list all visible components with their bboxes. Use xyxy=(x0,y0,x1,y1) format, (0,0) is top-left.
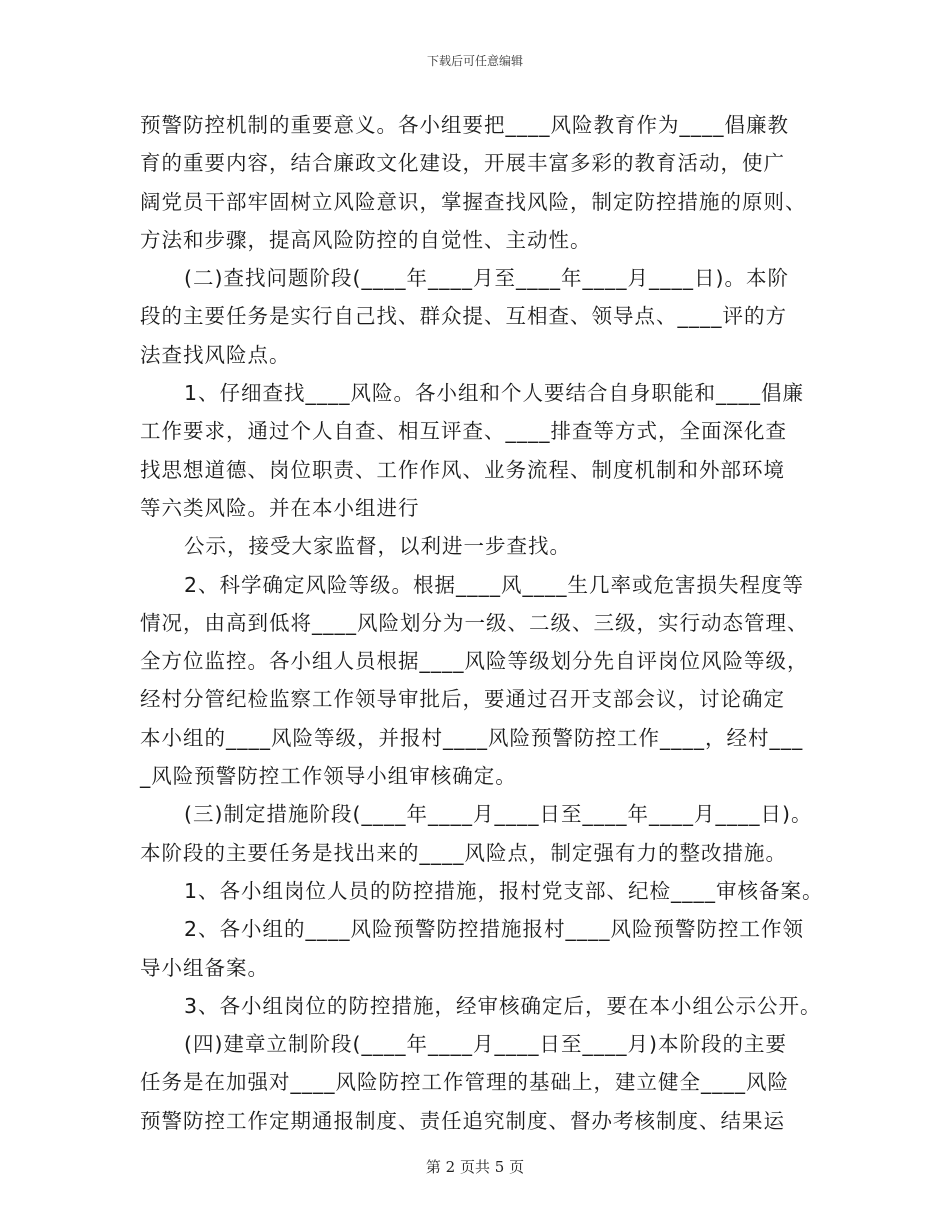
text-line: 3、各小组岗位的防控措施，经审核确定后，要在本小组公示公开。 xyxy=(184,993,822,1018)
text-line: 预警防控工作定期通报制度、责任追究制度、督办考核制度、结果运 xyxy=(140,1108,785,1133)
text-line: 2、科学确定风险等级。根据____风____生几率或危害损失程度等 xyxy=(184,572,805,597)
text-line: 全方位监控。各小组人员根据____风险等级划分先自评岗位风险等级， xyxy=(140,649,809,674)
text-line: (二)查找问题阶段(____年____月至____年____月____日)。本阶 xyxy=(184,266,789,291)
text-line: 预警防控机制的重要意义。各小组要把____风险教育作为____倡廉教 xyxy=(140,113,789,137)
text-line: 公示，接受大家监督，以利进一步查找。 xyxy=(184,534,571,559)
text-line: 导小组备案。 xyxy=(140,955,269,980)
text-line: (三)制定措施阶段(____年____月____日至____年____月____日)。 xyxy=(184,802,813,827)
text-line: 1、仔细查找____风险。各小组和个人要结合自身职能和____倡廉 xyxy=(184,381,805,406)
text-line: 情况，由高到低将____风险划分为一级、二级、三级，实行动态管理、 xyxy=(140,610,809,635)
text-line: 段的主要任务是实行自己找、群众提、互相查、领导点、____评的方 xyxy=(140,304,787,329)
text-line: 法查找风险点。 xyxy=(140,342,291,367)
text-line: 本阶段的主要任务是找出来的____风险点，制定强有力的整改措施。 xyxy=(140,840,787,865)
text-line: (四)建章立制阶段(____年____月____日至____月)本阶段的主要 xyxy=(184,1032,787,1057)
text-line: 阔党员干部牢固树立风险意识，掌握查找风险，制定防控措施的原则、 xyxy=(140,189,807,214)
text-line: 工作要求，通过个人自查、相互评查、____排查等方式，全面深化查 xyxy=(140,419,787,444)
document-body xyxy=(140,106,830,1140)
page-footer: 第 2 页共 5 页 xyxy=(425,1158,525,1176)
page-header: 下载后可任意编辑 xyxy=(426,54,523,68)
text-line: 经村分管纪检监察工作领导审批后，要通过召开支部会议，讨论确定 xyxy=(140,687,785,712)
text-line: _风险预警防控工作领导小组审核确定。 xyxy=(140,764,517,789)
text-line: 等六类风险。并在本小组进行 xyxy=(140,495,420,520)
text-line: 方法和步骤，提高风险防控的自觉性、主动性。 xyxy=(140,227,592,252)
text-line: 找思想道德、岗位职责、工作作风、业务流程、制度机制和外部环境 xyxy=(140,457,785,482)
text-line: 1、各小组岗位人员的防控措施，报村党支部、纪检____审核备案。 xyxy=(184,878,824,903)
text-line: 育的重要内容，结合廉政文化建设，开展丰富多彩的教育活动，使广 xyxy=(140,151,785,176)
text-line: 2、各小组的____风险预警防控措施报村____风险预警防控工作领 xyxy=(184,917,805,942)
text-line: 本小组的____风险等级，并报村____风险预警防控工作____，经村___ xyxy=(140,725,804,750)
text-line: 任务是在加强对____风险防控工作管理的基础上，建立健全____风险 xyxy=(140,1070,789,1095)
